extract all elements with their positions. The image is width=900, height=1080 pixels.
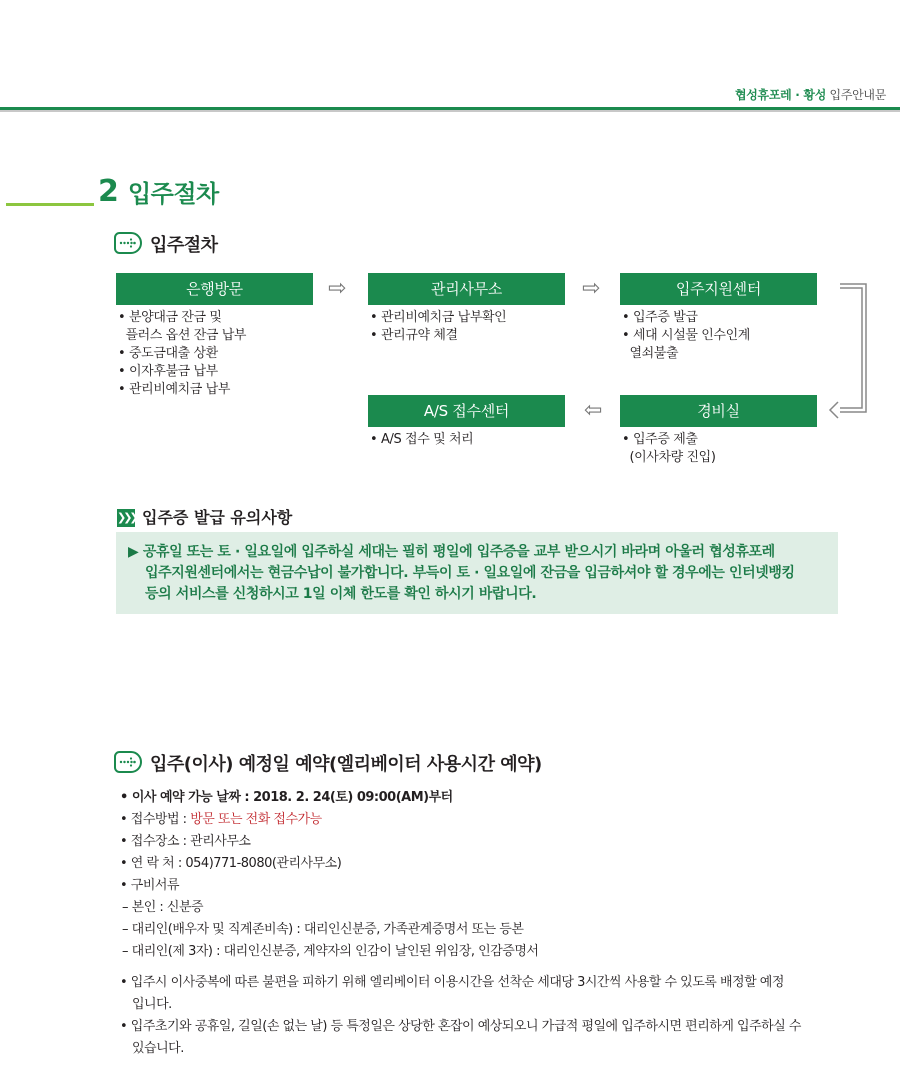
notice-box: [116, 532, 838, 614]
step-as-center: A/S 접수센터: [368, 395, 565, 427]
doc-item: – 대리인(제 3자) : 대리인신분증, 계약자의 인감이 날인된 위임장, 인감증명서: [122, 944, 539, 959]
doc-item: – 대리인(배우자 및 직계존비속) : 대리인신분증, 가족관계증명서 또는 등본: [122, 922, 524, 937]
return-arrow-icon: [826, 282, 870, 426]
reservation-title: 입주(이사) 예정일 예약(엘리베이터 사용시간 예약): [150, 754, 542, 775]
docs-title: • 구비서류: [120, 878, 180, 893]
note-line: • 입주초기와 공휴일, 길일(손 없는 날) 등 특정일은 상당한 혼잡이 예상되오니 가급적 평일에 입주하시면 편리하게 입주하실 수: [120, 1019, 801, 1034]
step-support-center: 입주지원센터: [620, 273, 817, 305]
list-item: • 분양대금 잔금 및: [118, 310, 222, 325]
section-number: 2: [98, 174, 119, 209]
notice-line: ▶ 공휴일 또는 토 · 일요일에 입주하실 세대는 필히 평일에 입주증을 교부 받으시기 바라며 아울러 협성휴포레: [128, 544, 775, 560]
list-item: • 관리비예치금 납부: [118, 382, 230, 397]
notice-line: 등의 서비스를 신청하시고 1일 이체 한도를 확인 하시기 바랍니다.: [145, 586, 537, 602]
dotted-arrow-icon: [114, 751, 142, 773]
step-bank-visit: 은행방문: [116, 273, 313, 305]
method-value: 방문 또는 전화 접수가능: [190, 812, 322, 827]
arrow-right-icon: ⇨: [582, 276, 601, 301]
arrow-left-icon: ⇦: [584, 398, 603, 423]
dotted-arrow-icon: [114, 232, 142, 254]
step-support-center-items: [622, 309, 750, 363]
list-item: • 세대 시설물 인수인계: [622, 328, 750, 343]
step-bank-visit-items: [118, 309, 246, 399]
step-as-center-items: [370, 431, 473, 449]
method-label: • 접수방법 :: [120, 812, 191, 827]
list-item: 플러스 옵션 잔금 납부: [118, 328, 247, 343]
reservation-contact: • 연 락 처 : 054)771-8080(관리사무소): [120, 856, 342, 871]
step-management-office: 관리사무소: [368, 273, 565, 305]
step-management-office-items: [370, 309, 506, 345]
header-subtitle: 입주안내문: [829, 88, 886, 102]
note-line: • 입주시 이사중복에 따른 불편을 피하기 위해 엘리베이터 이용시간을 선착순 세대당 3시간씩 사용할 수 있도록 배정할 예정: [120, 975, 784, 990]
doc-item: – 본인 : 신분증: [122, 900, 204, 915]
list-item: • 중도금대출 상환: [118, 346, 218, 361]
notice-line: 입주지원센터에서는 현금수납이 불가합니다. 부득이 토 · 일요일에 잔금을 입금하셔야 할 경우에는 인터넷뱅킹: [145, 565, 795, 581]
list-item: 열쇠불출: [622, 346, 679, 361]
reservation-notes: [120, 972, 801, 1060]
procedure-title: 입주절차: [150, 235, 218, 256]
chevrons-icon: ❯❯❯: [117, 509, 135, 527]
list-item: • 이자후불금 납부: [118, 364, 218, 379]
reservation-date: • 이사 예약 가능 날짜 : 2018. 2. 24(토) 09:00(AM)부터: [120, 790, 453, 805]
header-title: [735, 86, 886, 103]
reservation-info: [120, 787, 538, 963]
list-item: • 입주증 발급: [622, 310, 698, 325]
step-guard-room: 경비실: [620, 395, 817, 427]
list-item: • 입주증 제출: [622, 432, 698, 447]
section-accent-line: [6, 203, 94, 206]
reservation-method: [120, 809, 538, 831]
note-line: 입니다.: [132, 997, 172, 1012]
header-rule-shadow: [0, 110, 900, 112]
list-item: • 관리규약 체결: [370, 328, 458, 343]
note-line: 있습니다.: [132, 1041, 184, 1056]
section-title: 입주절차: [128, 180, 219, 208]
list-item: • A/S 접수 및 처리: [370, 432, 474, 447]
reservation-place: • 접수장소 : 관리사무소: [120, 834, 251, 849]
list-item: • 관리비예치금 납부확인: [370, 310, 507, 325]
list-item: (이사차량 진입): [622, 450, 716, 465]
arrow-right-icon: ⇨: [328, 276, 347, 301]
header-brand: 협성휴포레 · 황성: [734, 88, 827, 102]
step-guard-room-items: [622, 431, 716, 467]
notice-title: 입주증 발급 유의사항: [142, 508, 293, 527]
